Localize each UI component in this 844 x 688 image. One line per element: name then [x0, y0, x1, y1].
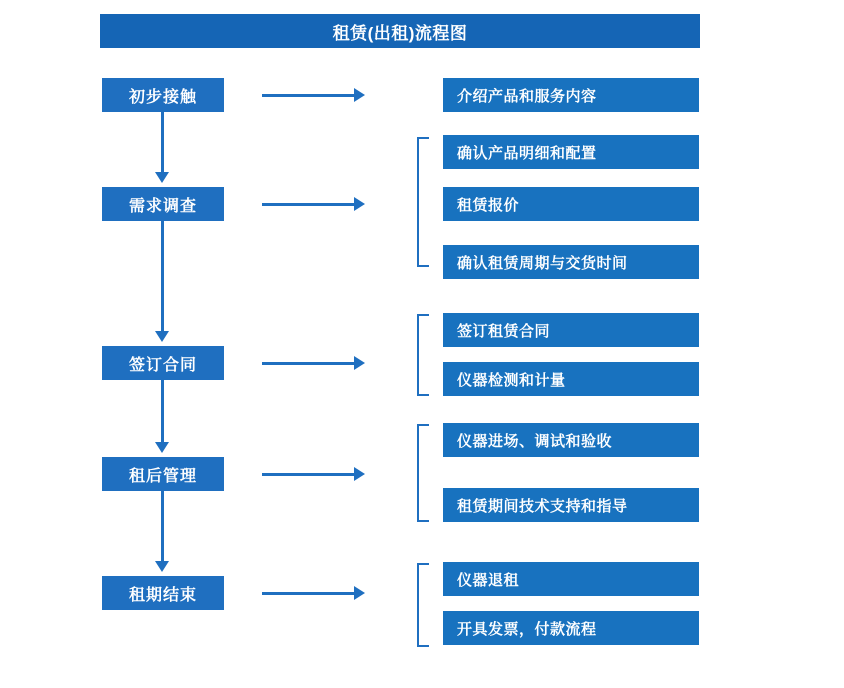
detail-group-bracket-3 — [417, 314, 429, 396]
stage-5-detail-arrow-head — [354, 586, 365, 600]
detail-box-1[interactable]: 介绍产品和服务内容 — [443, 78, 699, 112]
detail-box-7[interactable]: 仪器进场、调试和验收 — [443, 423, 699, 457]
stage-4-detail-arrow-head — [354, 467, 365, 481]
detail-box-4[interactable]: 确认租赁周期与交货时间 — [443, 245, 699, 279]
stage-box-5[interactable]: 租期结束 — [102, 576, 224, 610]
detail-box-8[interactable]: 租赁期间技术支持和指导 — [443, 488, 699, 522]
detail-box-6[interactable]: 仪器检测和计量 — [443, 362, 699, 396]
stage-connector-4-5-arrow — [155, 561, 169, 572]
stage-1-detail-arrow-line — [262, 94, 354, 97]
stage-connector-1-2-arrow — [155, 172, 169, 183]
detail-box-3[interactable]: 租赁报价 — [443, 187, 699, 221]
detail-box-2[interactable]: 确认产品明细和配置 — [443, 135, 699, 169]
stage-box-4[interactable]: 租后管理 — [102, 457, 224, 491]
detail-group-bracket-5 — [417, 563, 429, 647]
stage-box-3[interactable]: 签订合同 — [102, 346, 224, 380]
stage-box-1[interactable]: 初步接触 — [102, 78, 224, 112]
stage-3-detail-arrow-head — [354, 356, 365, 370]
stage-5-detail-arrow-line — [262, 592, 354, 595]
detail-box-5[interactable]: 签订租赁合同 — [443, 313, 699, 347]
stage-2-detail-arrow-line — [262, 203, 354, 206]
stage-2-detail-arrow-head — [354, 197, 365, 211]
stage-connector-2-3-arrow — [155, 331, 169, 342]
stage-box-2[interactable]: 需求调查 — [102, 187, 224, 221]
stage-1-detail-arrow-head — [354, 88, 365, 102]
stage-4-detail-arrow-line — [262, 473, 354, 476]
detail-box-10[interactable]: 开具发票，付款流程 — [443, 611, 699, 645]
stage-connector-3-4-line — [161, 380, 164, 442]
detail-box-9[interactable]: 仪器退租 — [443, 562, 699, 596]
detail-group-bracket-4 — [417, 424, 429, 522]
page-title: 租赁(出租)流程图 — [100, 14, 700, 48]
stage-3-detail-arrow-line — [262, 362, 354, 365]
detail-group-bracket-2 — [417, 137, 429, 267]
stage-connector-1-2-line — [161, 112, 164, 172]
stage-connector-2-3-line — [161, 221, 164, 331]
stage-connector-3-4-arrow — [155, 442, 169, 453]
stage-connector-4-5-line — [161, 491, 164, 561]
